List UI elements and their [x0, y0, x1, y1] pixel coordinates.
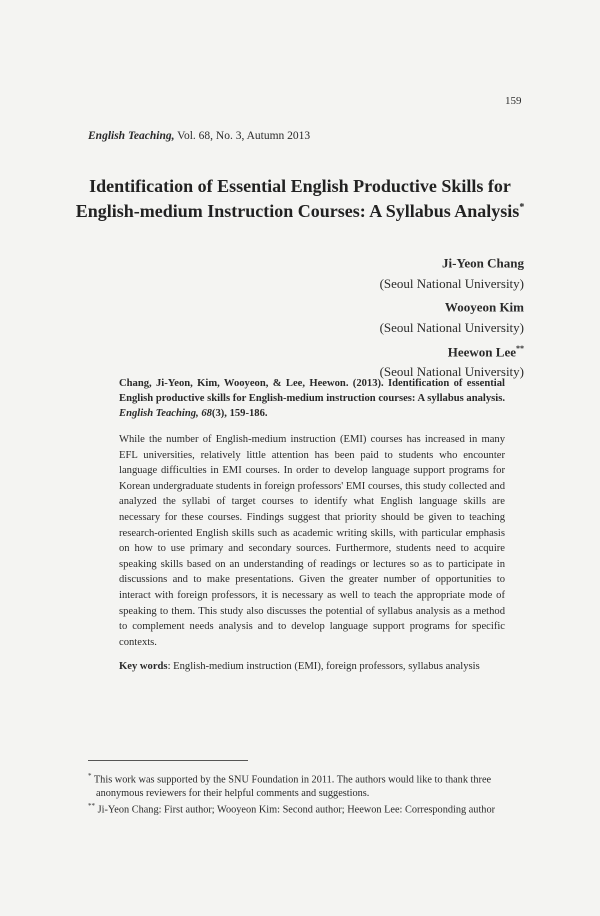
footnote: ** Ji-Yeon Chang: First author; Wooyeon Kim: Second author; Heewon Lee: Corresponding author	[88, 802, 496, 816]
footnote-divider	[88, 760, 248, 761]
citation: Chang, Ji-Yeon, Kim, Wooyeon, & Lee, Heewon. (2013). Identification of essential English productive skills for English-medium instruction courses: A syllabus analysis. English Teaching, 68(3), 159-186.	[119, 378, 505, 419]
title-line-2	[60, 197, 540, 222]
paper-title	[60, 176, 540, 222]
page-number: 159	[505, 95, 522, 107]
keywords-text: : English-medium instruction (EMI), foreign professors, syllabus analysis	[167, 661, 480, 672]
footnote: * This work was supported by the SNU Foundation in 2011. The authors would like to thank three anonymous reviewers for their helpful comments and suggestions.	[88, 772, 492, 799]
journal-header	[88, 130, 310, 142]
citation-journal: English Teaching, 68	[119, 408, 212, 419]
author-name: Ji-Yeon Chang	[442, 255, 524, 271]
author-affiliation: (Seoul National University)	[379, 275, 524, 291]
title-line-2-text: English-medium Instruction Courses: A Syllabus Analysis	[75, 201, 520, 221]
footnotes	[88, 770, 518, 817]
keywords	[119, 661, 509, 672]
author-affiliation: (Seoul National University)	[379, 320, 524, 336]
author-affiliation: (Seoul National University)	[379, 364, 524, 380]
author-block	[380, 250, 524, 383]
title-footnote-mark: *	[519, 202, 525, 213]
abstract: While the number of English-medium instruction (EMI) courses has increased in many EFL universities, relatively little attention has been paid to students who encounter language difficulties in EMI courses. In order to develop language support programs for Korean undergraduate students in foreign professors' EMI courses, this study collected and analyzed the syllabi of target courses to identify what English language skills are necessary for these courses. Findings suggest that priority should be given to teaching research-oriented English skills such as academic writing skills, with particular emphasis on how to use primary and secondary sources. Furthermore, students need to acquire speaking skills based on an understanding of readings or lectures so as to participate in discussions and to make presentations. Given the greater number of opportunities to interact with foreign professors, it is necessary as well to teach the appropriate mode of speaking to them. This study also discusses the potential of syllabus analysis as a method to complement needs analysis and to develop language support programs for specific contexts.	[119, 434, 505, 648]
keywords-label: Key words	[119, 661, 168, 672]
author-name: Wooyeon Kim	[444, 299, 524, 315]
author-name: Heewon Lee**	[447, 343, 524, 359]
journal-details: Vol. 68, No. 3, Autumn 2013	[174, 130, 311, 142]
journal-name: English Teaching,	[88, 130, 175, 142]
title-line-1: Identification of Essential English Productive Skills for	[89, 176, 511, 196]
